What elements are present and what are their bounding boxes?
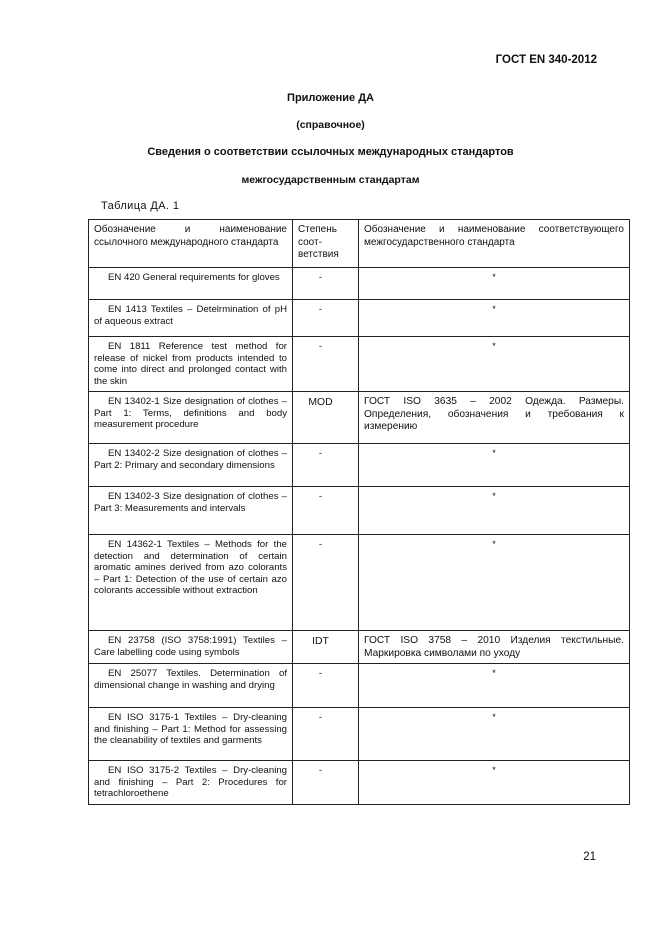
reference-standard-cell: EN 13402-2 Size designation of clothes – Part 2: Primary and secondary dimensions (89, 444, 293, 487)
header-degree-label: Степень соот-ветствия (298, 224, 339, 261)
reference-standard-cell: EN 25077 Textiles. Determination of dimensional change in washing and drying (89, 664, 293, 708)
national-standard-cell: * (359, 487, 630, 535)
national-standard-cell: * (359, 268, 630, 300)
table-row (89, 444, 630, 487)
table-row (89, 761, 630, 805)
reference-standard-cell: EN 14362-1 Textiles – Methods for the detection and determination of certain aromatic amines derived from azo colorants – Part 1: Detection of the use of certain azo colorants accessible without extraction (89, 535, 293, 631)
table-row (89, 535, 630, 631)
table-row (89, 664, 630, 708)
table-row (89, 392, 630, 444)
header-international-standard (89, 220, 293, 268)
degree-cell: - (293, 300, 359, 337)
national-standard-cell: * (359, 337, 630, 392)
document-code: ГОСТ EN 340-2012 (495, 54, 597, 66)
table-row (89, 631, 630, 664)
appendix-heading-continued: межгосударственным стандартам (241, 174, 420, 186)
reference-standard-cell: EN 1811 Reference test method for release of nickel from products intended to come into direct and prolonged contact with the skin (89, 337, 293, 392)
table-row (89, 268, 630, 300)
standards-correspondence-table (88, 219, 630, 805)
degree-cell: - (293, 535, 359, 631)
national-standard-cell: * (359, 761, 630, 805)
national-standard-cell: * (359, 535, 630, 631)
national-standard-cell: * (359, 444, 630, 487)
national-standard-cell: ГОСТ ISO 3758 – 2010 Изделия текстильные. Маркировка символами по уходу (359, 631, 630, 664)
table-caption: Таблица ДА. 1 (101, 200, 180, 212)
degree-cell: - (293, 337, 359, 392)
table-row (89, 300, 630, 337)
reference-standard-cell: EN 13402-3 Size designation of clothes – Part 3: Measurements and intervals (89, 487, 293, 535)
page-number: 21 (583, 851, 596, 863)
reference-standard-cell: EN 420 General requirements for gloves (89, 268, 293, 300)
degree-cell: IDT (293, 631, 359, 664)
appendix-status: (справочное) (296, 119, 365, 131)
appendix-heading: Сведения о соответствии ссылочных международных стандартов (147, 146, 514, 158)
header-national-standard-label: Обозначение и наименование соответствующего межгосударственного стандарта (364, 224, 624, 248)
degree-cell: - (293, 268, 359, 300)
degree-cell: - (293, 708, 359, 761)
header-degree (293, 220, 359, 268)
reference-standard-cell: EN ISO 3175-1 Textiles – Dry-cleaning and finishing – Part 1: Method for assessing the cleanability of textiles and garments (89, 708, 293, 761)
table-row (89, 337, 630, 392)
header-national-standard (359, 220, 630, 268)
degree-cell: - (293, 664, 359, 708)
header-international-standard-label: Обозначение и наименование ссылочного международного стандарта (94, 224, 287, 248)
table-row (89, 487, 630, 535)
degree-cell: - (293, 487, 359, 535)
reference-standard-cell: EN 23758 (ISO 3758:1991) Textiles – Care labelling code using symbols (89, 631, 293, 664)
degree-cell: MOD (293, 392, 359, 444)
degree-cell: - (293, 444, 359, 487)
appendix-title: Приложение ДА (287, 92, 374, 104)
degree-cell: - (293, 761, 359, 805)
national-standard-cell: ГОСТ ISO 3635 – 2002 Одежда. Размеры. Определения, обозначения и требования к измерению (359, 392, 630, 444)
national-standard-cell: * (359, 300, 630, 337)
national-standard-cell: * (359, 708, 630, 761)
table-row (89, 708, 630, 761)
national-standard-cell: * (359, 664, 630, 708)
table-header-row (89, 220, 630, 268)
reference-standard-cell: EN 13402-1 Size designation of clothes – Part 1: Terms, definitions and body measurement procedure (89, 392, 293, 444)
reference-standard-cell: EN 1413 Textiles – Detelrmination of pH of aqueous extract (89, 300, 293, 337)
reference-standard-cell: EN ISO 3175-2 Textiles – Dry-cleaning and finishing – Part 2: Procedures for tetrachloroethene (89, 761, 293, 805)
